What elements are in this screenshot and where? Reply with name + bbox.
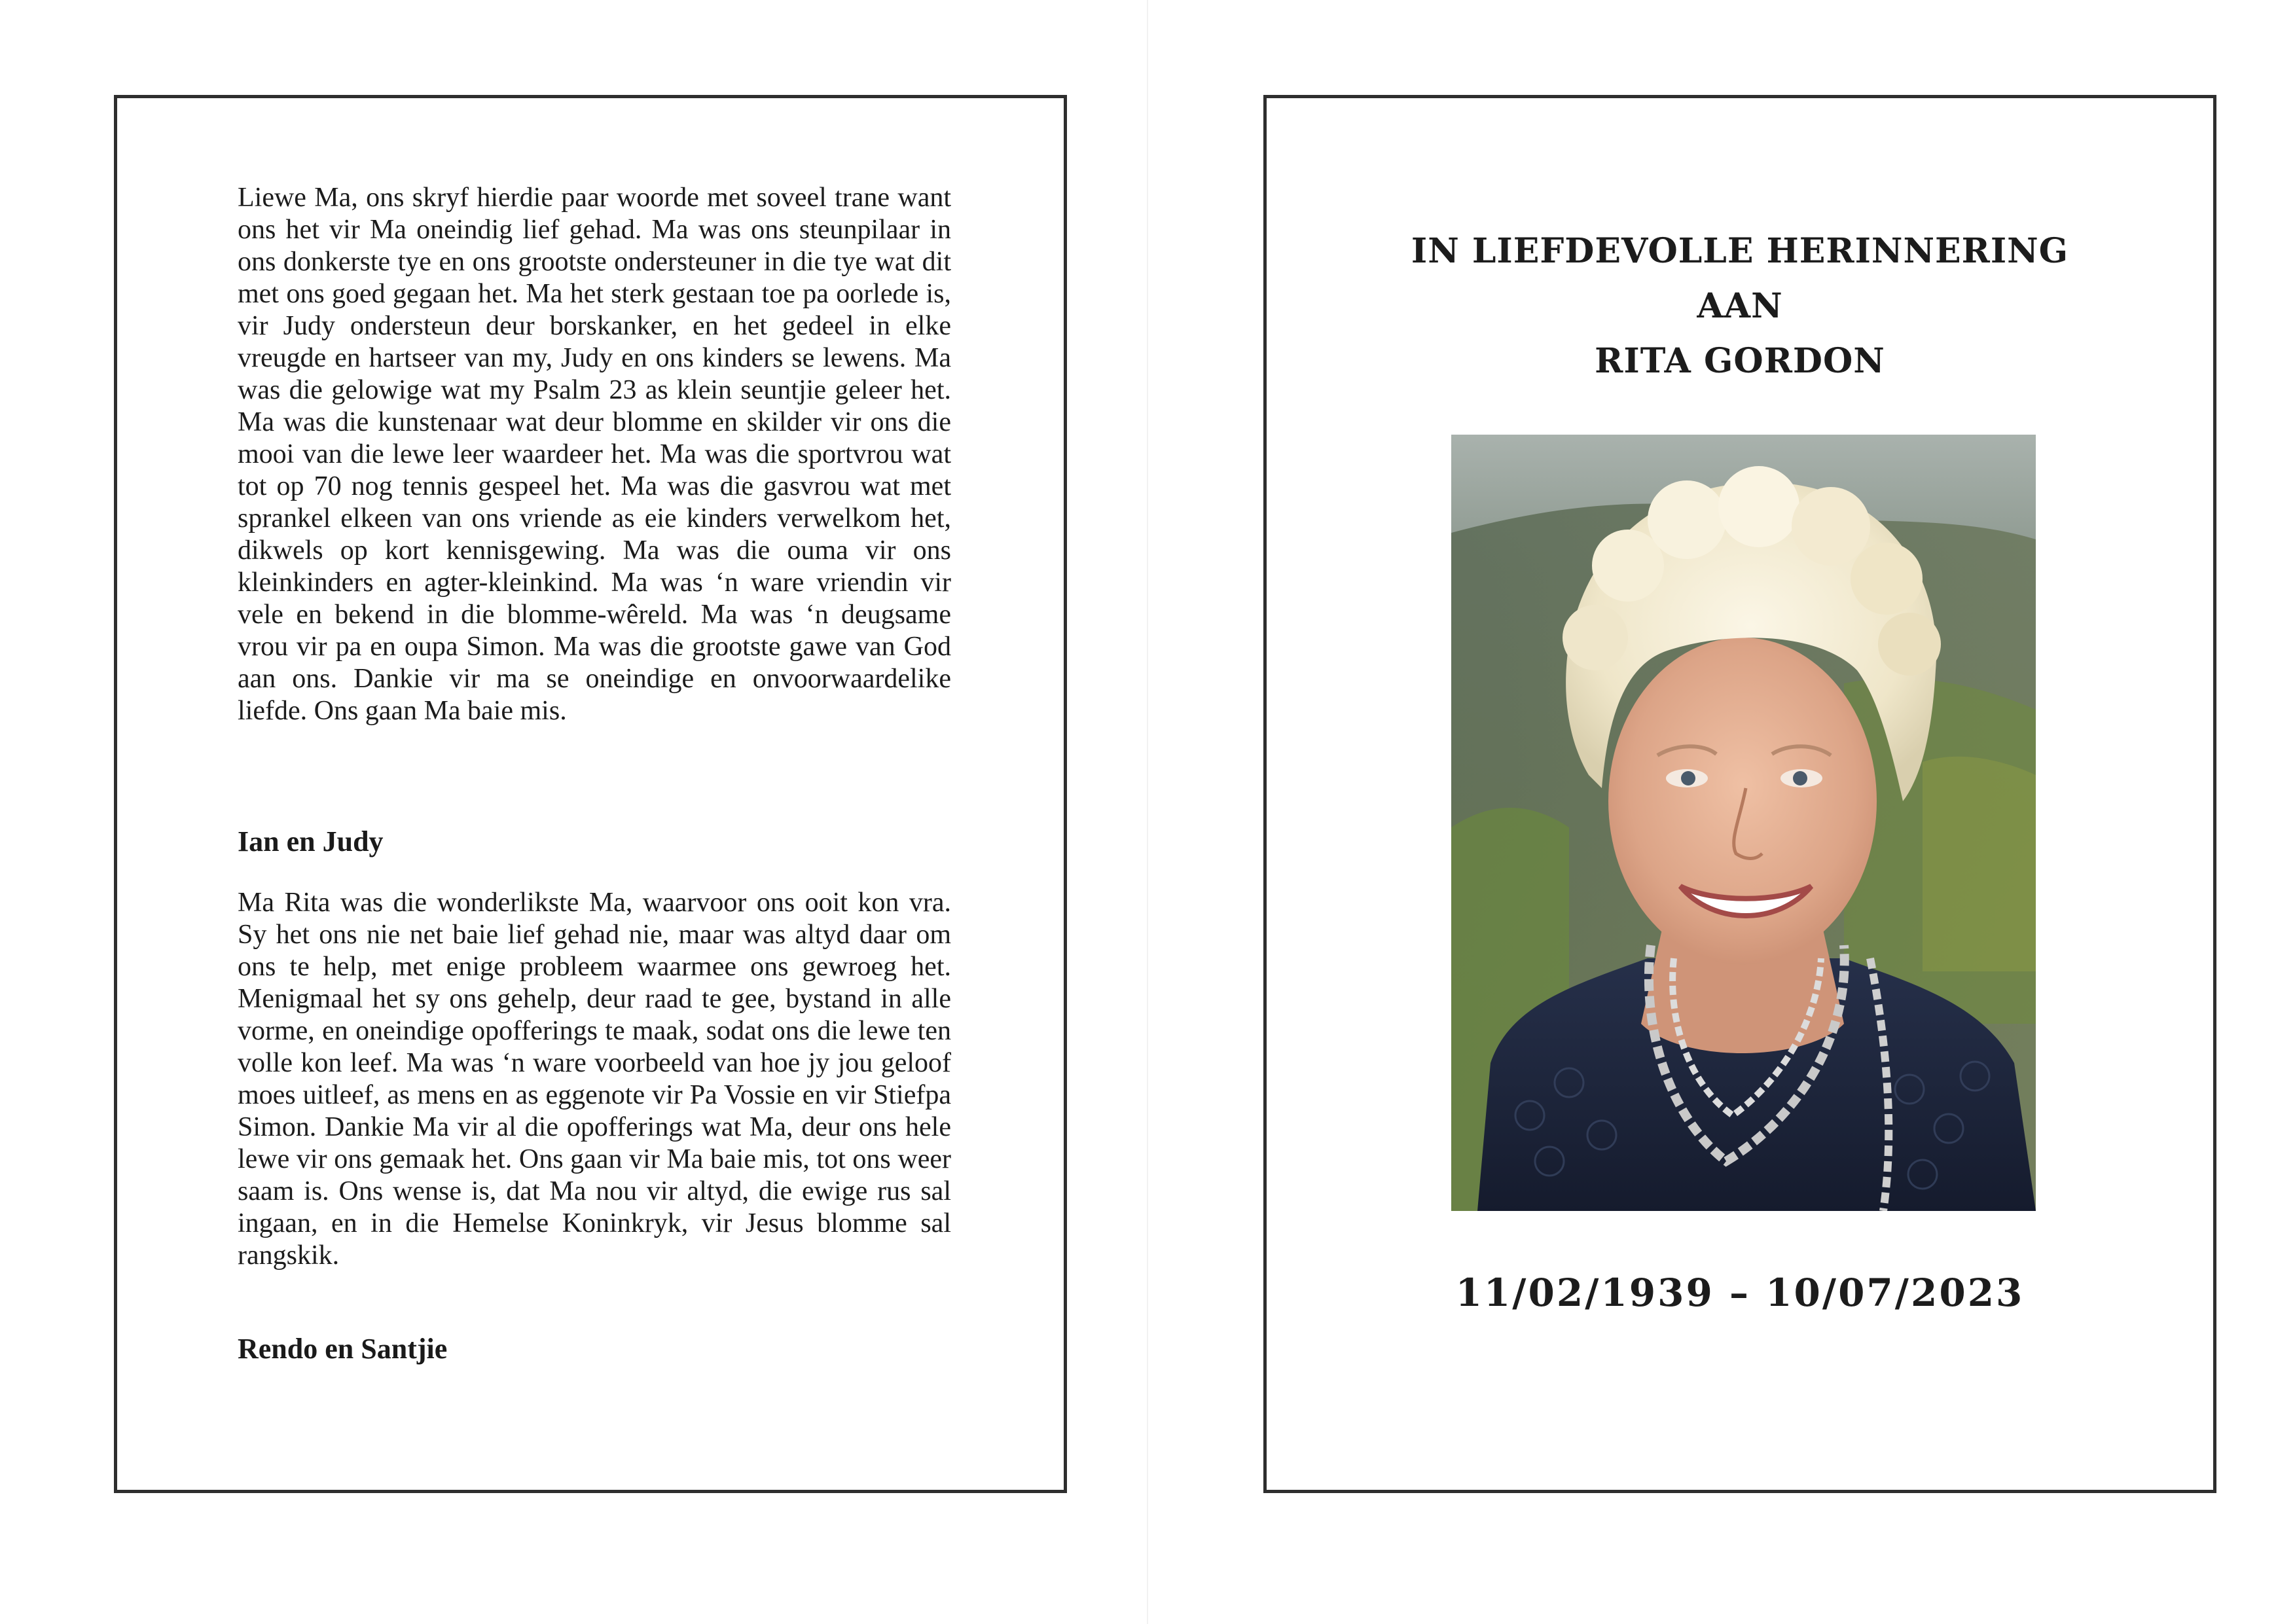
fold-line (1147, 0, 1148, 1624)
title-line-in-memory: IN LIEFDEVOLLE HERINNERING (1411, 231, 2069, 271)
tribute-paragraph-ian-judy: Liewe Ma, ons skryf hierdie paar woorde met soveel trane want ons het vir Ma oneindig lief gehad. Ma was ons steunpilaar in ons donkerste tye en ons grootste ondersteuner in die tye wat dit met ons goed gegaan het. Ma het sterk gestaan toe pa oorlede is, vir Judy ondersteun deur borskanker, en het gedeel in elke vreugde en hartseer van my, Judy en ons kinders se lewens. Ma was die gelowige wat my Psalm 23 as klein seuntjie geleer het. Ma was die kunstenaar wat deur blomme en skilder vir ons die mooi van die lewe leer waardeer het. Ma was die sportvrou wat tot op 70 nog tennis gespeel het. Ma was die gasvrou wat met sprankel elkeen van ons vriende as eie kinders verwelkom het, dikwels op kort kennisgewing. Ma was die ouma vir ons kleinkinders en agter-kleinkind. Ma was ‘n ware vriendin vir vele en bekend in die blomme-wêreld. Ma was ‘n deugsame vrou vir pa en oupa Simon. Ma was die grootste gawe van God aan ons. Dankie vir ma se oneindige en onvoorwaardelike liefde. Ons gaan Ma baie mis. (238, 183, 951, 726)
portrait-photo (1451, 435, 2036, 1211)
tribute-signature-rendo-santjie: Rendo en Santjie (238, 1333, 448, 1365)
tribute-signature-ian-judy: Ian en Judy (238, 825, 384, 857)
tribute-paragraph-rendo-santjie: Ma Rita was die wonderlikste Ma, waarvoor ons ooit kon vra. Sy het ons nie net baie lief gehad nie, maar was altyd daar om ons te help, met enige probleem waarmee ons gewroeg het. Menigmaal het sy ons gehelp, deur raad te gee, bystand in alle vorme, en oneindige opofferings te maak, sodat ons die lewe ten volle kon leef. Ma was ‘n ware voorbeeld van hoe jy jou geloof moes uitleef, as mens en as eggenote vir Pa Vossie en vir Stiefpa Simon. Dankie Ma vir al die opofferings wat Ma, deur ons hele lewe vir ons gemaak het. Ons gaan vir Ma baie mis, tot ons weer saam is. Ons wense is, dat Ma nou vir altyd, die ewige rus sal ingaan, en in die Hemelse Koninkryk, vir Jesus blomme sal rangskik. (238, 888, 951, 1271)
life-dates: 11/02/1939 – 10/07/2023 (1455, 1271, 2025, 1315)
title-line-to: AAN (1697, 286, 1783, 326)
title-line-name: RITA GORDON (1595, 341, 1885, 381)
cover-panel (1263, 95, 2216, 1493)
tribute-panel (114, 95, 1067, 1493)
memorial-title (1267, 224, 2213, 389)
